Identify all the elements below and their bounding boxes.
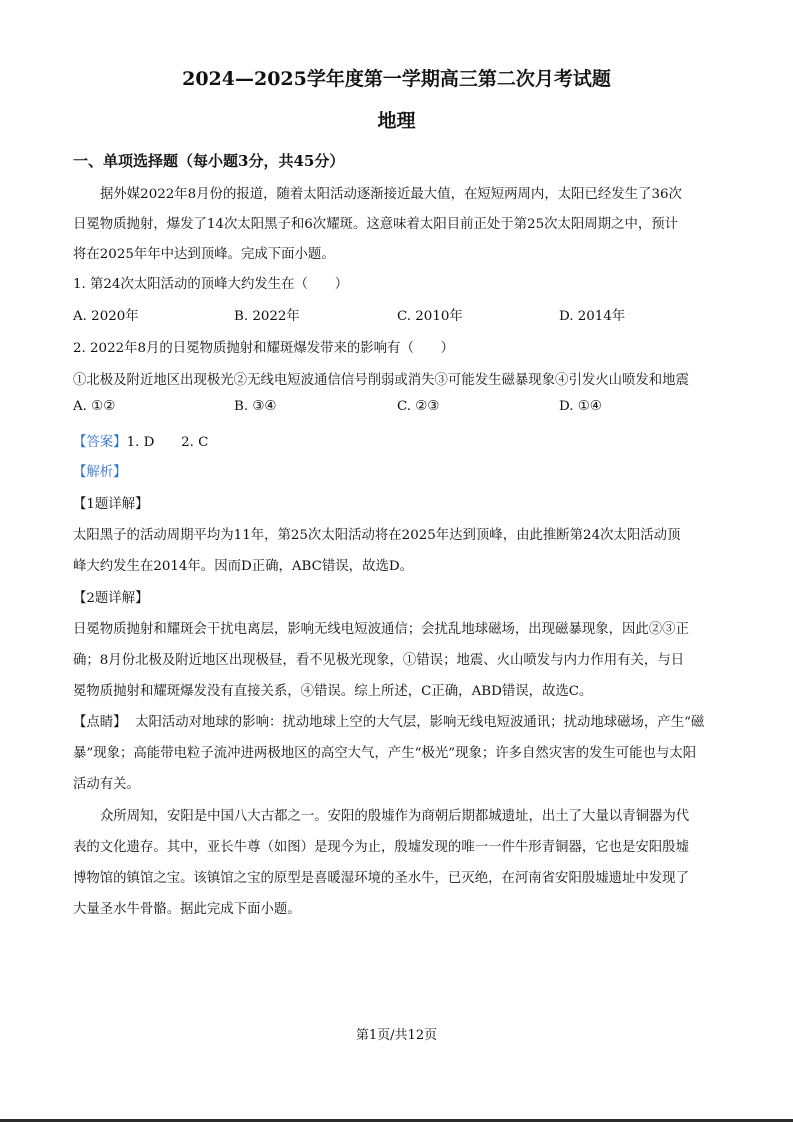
question-2-option-c: C. ②③	[397, 399, 440, 414]
passage2-line: 大量圣水牛骨骼。据此完成下面小题。	[73, 902, 301, 917]
question-2-statement: ①北极及附近地区出现极光②无线电短波通信信号削弱或消失③可能发生磁暴现象④引发火山喷发和地震	[73, 373, 689, 388]
tip-line	[73, 711, 704, 730]
passage1-line: 日冕物质抛射，爆发了14次太阳黑子和6次耀斑。这意味着太阳目前正处于第25次太阳周期之中，预计	[73, 217, 679, 232]
passage2-line: 表的文化遗存。其中，亚长牛尊（如图）是现今为止，殷墟发现的唯一一件牛形青铜器，它也是安阳殷墟	[73, 840, 689, 855]
analysis-label: 【解析】	[73, 465, 127, 480]
subject-title: 地理	[377, 110, 416, 132]
passage2-line: 博物馆的镇馆之宝。该镇馆之宝的原型是喜暖湿环境的圣水牛，已灭绝，在河南省安阳殷墟遗址中发现了	[73, 871, 689, 886]
page-footer: 第1页/共12页	[355, 1028, 438, 1043]
detail-2-line: 确；8月份北极及附近地区出现极昼，看不见极光现象，①错误；地震、火山喷发与内力作用有关，与日	[73, 653, 685, 668]
detail-2-line: 日冕物质抛射和耀斑会干扰电离层，影响无线电短波通信；会扰乱地球磁场，出现磁暴现象，因此②③正	[73, 622, 689, 637]
detail-2-line: 冕物质抛射和耀斑爆发没有直接关系，④错误。综上所述，C正确，ABD错误，故选C。	[73, 684, 593, 699]
tip-line: 暴”现象；高能带电粒子流冲进两极地区的高空大气，产生“极光”现象；许多自然灾害的发生可能也与太阳	[73, 746, 697, 761]
tip-line: 活动有关。	[73, 777, 140, 792]
question-2-option-a: A. ①②	[73, 399, 116, 414]
question-1-option-d: D. 2014年	[559, 309, 626, 324]
answer-line	[73, 431, 208, 450]
tip-text: 太阳活动对地球的影响：扰动地球上空的大气层，影响无线电短波通讯；扰动地球磁场，产生“磁	[135, 715, 705, 730]
question-1-option-a: A. 2020年	[73, 309, 139, 324]
detail-1-line: 峰大约发生在2014年。因而D正确，ABC错误，故选D。	[73, 559, 413, 574]
question-2-option-b: B. ③④	[234, 399, 277, 414]
detail-1-line: 太阳黑子的活动周期平均为11年，第25次太阳活动将在2025年达到顶峰，由此推断第24次太阳活动顶	[73, 528, 681, 543]
detail-2-heading: 【2题详解】	[73, 591, 149, 606]
answer-text: 1. D 2. C	[126, 435, 209, 450]
passage1-line: 将在2025年年中达到顶峰。完成下面小题。	[73, 247, 335, 262]
question-1-option-b: B. 2022年	[234, 309, 300, 324]
question-2-stem: 2. 2022年8月的日冕物质抛射和耀斑爆发带来的影响有（ ）	[73, 341, 455, 356]
detail-1-heading: 【1题详解】	[73, 497, 149, 512]
question-1-stem: 1. 第24次太阳活动的顶峰大约发生在（ ）	[73, 277, 349, 292]
tip-label: 【点睛】	[73, 715, 127, 730]
question-1-option-c: C. 2010年	[397, 309, 463, 324]
question-2-option-d: D. ①④	[559, 399, 602, 414]
passage1-line: 据外媒2022年8月份的报道，随着太阳活动逐渐接近最大值，在短短两周内，太阳已经发生了36次	[100, 187, 682, 202]
passage2-line: 众所周知，安阳是中国八大古都之一。安阳的殷墟作为商朝后期都城遗址，出土了大量以青铜器为代	[100, 809, 690, 824]
section-heading: 一、单项选择题（每小题3分，共45分）	[73, 152, 345, 170]
answer-label: 【答案】	[73, 435, 127, 450]
exam-title: 2024—2025学年度第一学期高三第二次月考试题	[182, 68, 611, 90]
